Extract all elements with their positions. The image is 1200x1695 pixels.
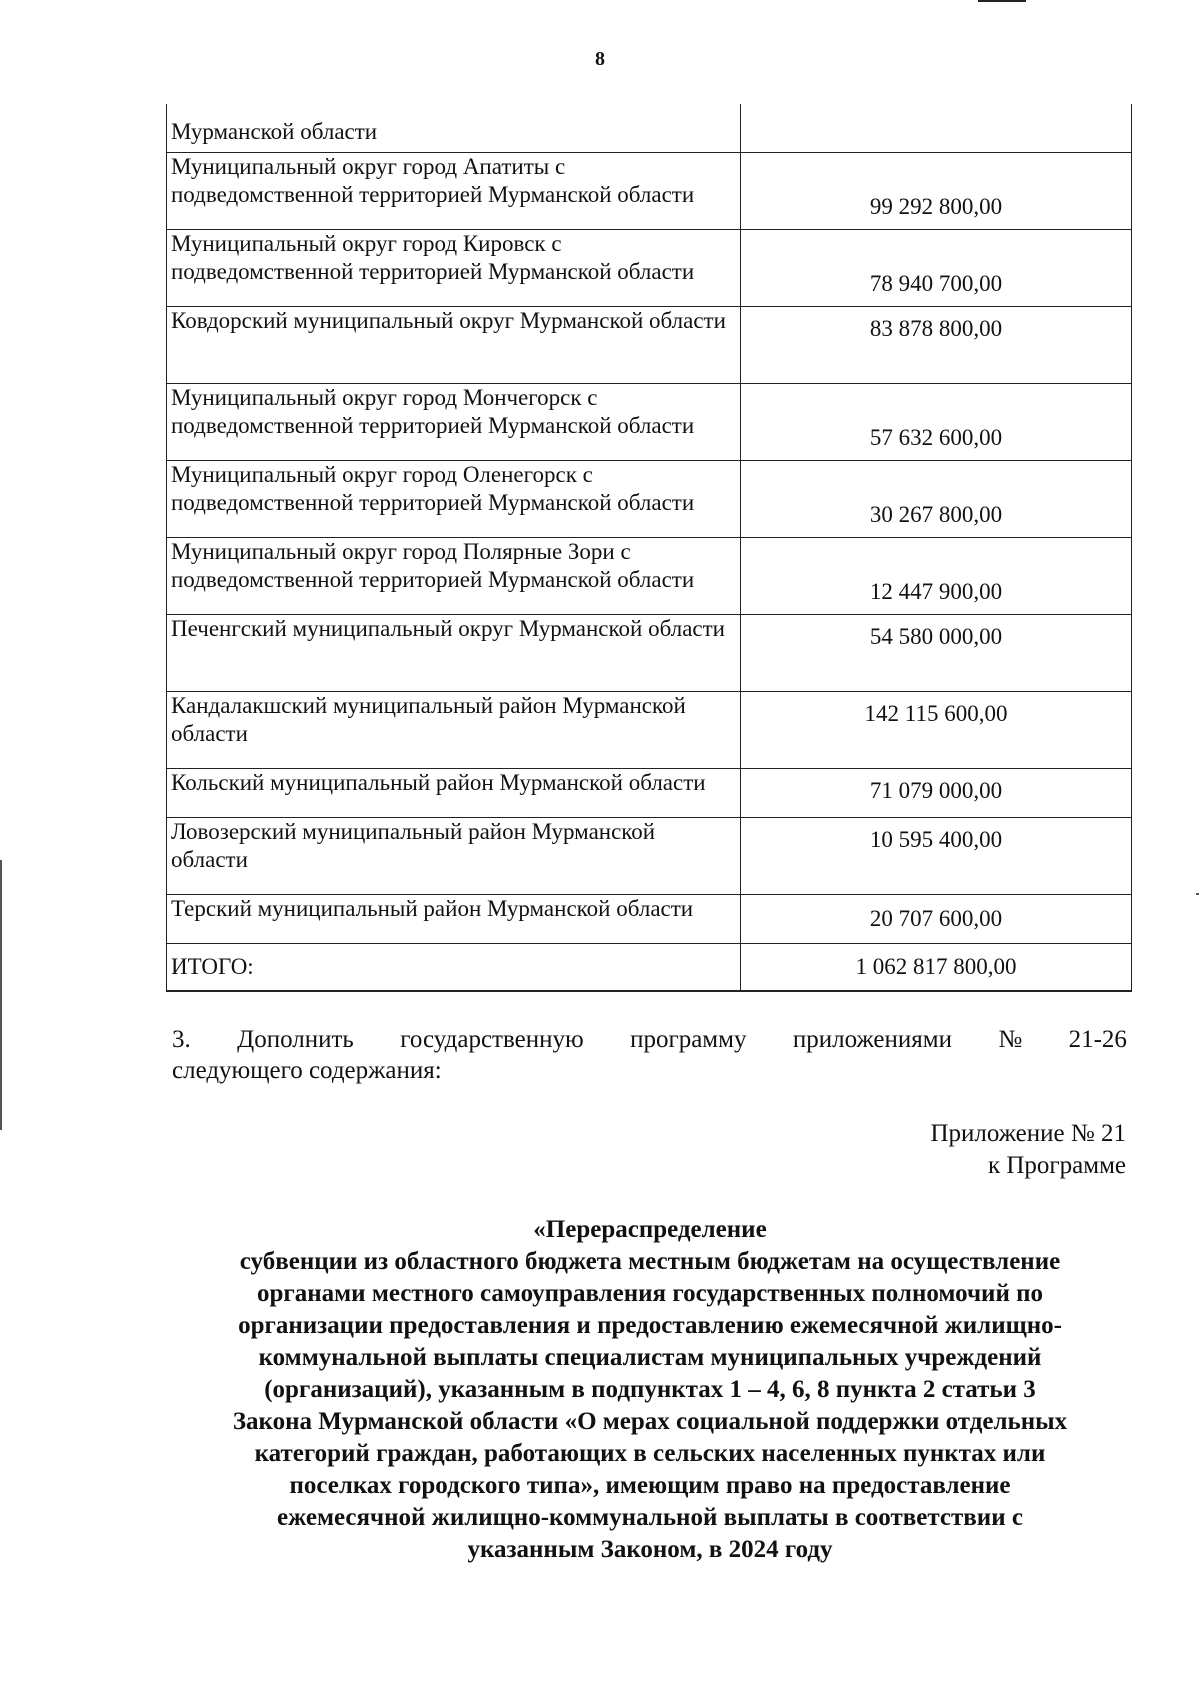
appendix-reference: к Программе bbox=[987, 1152, 1126, 1179]
table-row bbox=[167, 614, 1132, 691]
amount-cell: 20 707 600,00 bbox=[741, 894, 1132, 943]
table-row bbox=[167, 383, 1132, 460]
amount-cell: 54 580 000,00 bbox=[741, 614, 1132, 691]
scan-mark-top bbox=[978, 0, 1026, 2]
paragraph-word: Дополнить bbox=[237, 1026, 354, 1053]
table-row bbox=[167, 894, 1132, 943]
table-row bbox=[167, 537, 1132, 614]
table-row bbox=[167, 152, 1132, 229]
title-line: коммунальной выплаты специалистам муниципальных учреждений bbox=[258, 1344, 1042, 1371]
title-line: категорий граждан, работающих в сельских населенных пунктах или bbox=[254, 1440, 1046, 1467]
municipality-name: Терский муниципальный район Мурманской области bbox=[167, 894, 741, 943]
title-line: указанным Законом, в 2024 году bbox=[467, 1536, 833, 1563]
paragraph-first-line bbox=[172, 1024, 1127, 1055]
title-line: (организаций), указанным в подпунктах 1 – 4, 6, 8 пункта 2 статьи 3 bbox=[264, 1376, 1036, 1403]
title-line: организации предоставления и предоставлению ежемесячной жилищно- bbox=[238, 1312, 1062, 1339]
paragraph-word: программу bbox=[630, 1026, 747, 1053]
municipality-name: Ковдорский муниципальный округ Мурманской области bbox=[167, 306, 741, 383]
amount-cell: 10 595 400,00 bbox=[741, 817, 1132, 894]
page-number: 8 bbox=[595, 48, 605, 70]
document-title bbox=[150, 1214, 1150, 1566]
amount-cell: 71 079 000,00 bbox=[741, 768, 1132, 817]
amount-cell: 78 940 700,00 bbox=[741, 229, 1132, 306]
paragraph-word: приложениями bbox=[792, 1026, 952, 1053]
amount-cell: 142 115 600,00 bbox=[741, 691, 1132, 768]
title-line: Закона Мурманской области «О мерах социальной поддержки отдельных bbox=[232, 1408, 1068, 1435]
amount-cell: 30 267 800,00 bbox=[741, 460, 1132, 537]
municipality-name: Кандалакшский муниципальный район Мурманской области bbox=[167, 691, 741, 768]
title-line: органами местного самоуправления государственных полномочий по bbox=[256, 1280, 1044, 1307]
municipality-name: Муниципальный округ город Мончегорск с подведомственной территорией Мурманской области bbox=[167, 383, 741, 460]
total-label: ИТОГО: bbox=[167, 943, 741, 991]
paragraph-word: № bbox=[998, 1026, 1023, 1053]
table-row bbox=[167, 817, 1132, 894]
amount-cell: 57 632 600,00 bbox=[741, 383, 1132, 460]
title-line: поселках городского типа», имеющим право на предоставление bbox=[289, 1472, 1011, 1499]
amount-cell: 83 878 800,00 bbox=[741, 306, 1132, 383]
municipality-name: Кольский муниципальный район Мурманской области bbox=[167, 768, 741, 817]
paragraph-word: 21-26 bbox=[1068, 1026, 1127, 1053]
table-row bbox=[167, 691, 1132, 768]
total-amount: 1 062 817 800,00 bbox=[741, 943, 1132, 991]
table-row-total bbox=[167, 943, 1132, 991]
municipality-name: Мурманской области bbox=[167, 104, 741, 152]
amount-cell bbox=[741, 104, 1132, 152]
municipality-name: Печенгский муниципальный округ Мурманской области bbox=[167, 614, 741, 691]
amount-cell: 12 447 900,00 bbox=[741, 537, 1132, 614]
allocation-table bbox=[166, 104, 1132, 992]
scan-mark-left bbox=[0, 860, 2, 1130]
paragraph-second-line: следующего содержания: bbox=[172, 1057, 442, 1084]
paragraph-word: государственную bbox=[400, 1026, 584, 1053]
appendix-heading bbox=[930, 1118, 1126, 1182]
table-row bbox=[167, 104, 1132, 152]
municipality-name: Ловозерский муниципальный район Мурманской области bbox=[167, 817, 741, 894]
table-row bbox=[167, 306, 1132, 383]
amendment-paragraph bbox=[172, 1024, 1127, 1086]
title-line: «Перераспределение bbox=[533, 1216, 767, 1243]
scan-mark-right bbox=[1196, 893, 1199, 895]
municipality-name: Муниципальный округ город Полярные Зори с подведомственной территорией Мурманской области bbox=[167, 537, 741, 614]
amount-cell: 99 292 800,00 bbox=[741, 152, 1132, 229]
title-line: ежемесячной жилищно-коммунальной выплаты в соответствии с bbox=[277, 1504, 1023, 1531]
municipality-name: Муниципальный округ город Апатиты с подведомственной территорией Мурманской области bbox=[167, 152, 741, 229]
table-row bbox=[167, 768, 1132, 817]
table-row bbox=[167, 229, 1132, 306]
title-line: субвенции из областного бюджета местным бюджетам на осуществление bbox=[239, 1248, 1061, 1275]
table-row bbox=[167, 460, 1132, 537]
municipality-name: Муниципальный округ город Кировск с подведомственной территорией Мурманской области bbox=[167, 229, 741, 306]
paragraph-word: 3. bbox=[172, 1026, 191, 1053]
municipality-name: Муниципальный округ город Оленегорск с подведомственной территорией Мурманской области bbox=[167, 460, 741, 537]
appendix-number: Приложение № 21 bbox=[930, 1120, 1126, 1147]
